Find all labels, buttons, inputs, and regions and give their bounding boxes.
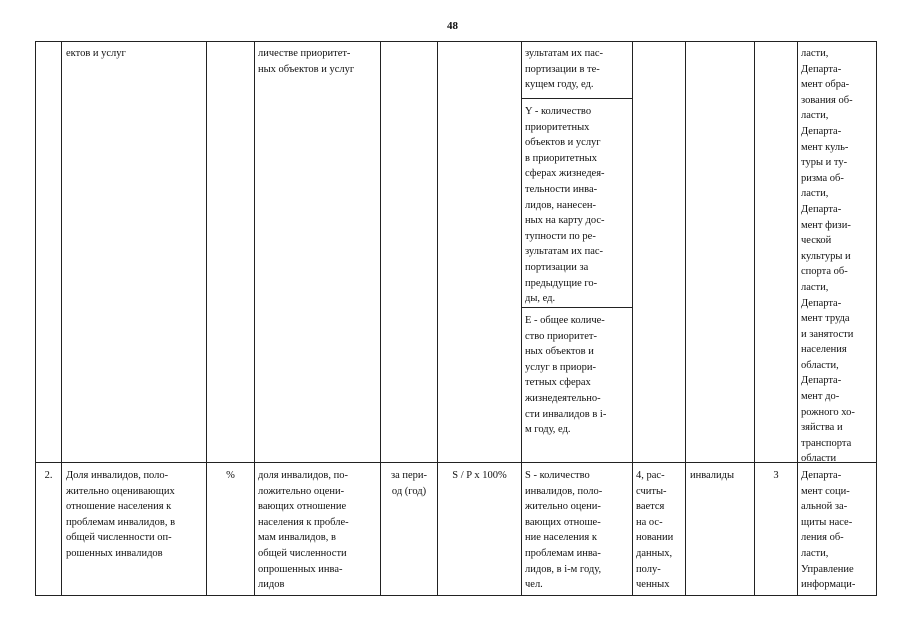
row2-variables: S - количество инвалидов, поло- жительно оцени- вающих отноше- ние населения к проблемам инва- лидов, в i-м году, чел. (525, 470, 603, 591)
row2-unit: % (226, 470, 235, 481)
col-line-5 (437, 41, 438, 596)
col-line-2 (206, 41, 207, 596)
col-line-10 (797, 41, 798, 596)
table-bottom-border (35, 595, 876, 596)
row2-indicator-name: Доля инвалидов, поло- жительно оценивающих отношение населения к проблемам инвалидов, в общей численности оп- рошенных инвалидов (66, 470, 176, 559)
col-line-7 (632, 41, 633, 596)
row2-population: инвалиды (690, 470, 735, 481)
cont-definition: личестве приоритет- ных объектов и услуг (258, 48, 355, 75)
col-line-4 (380, 41, 381, 596)
col-line-6 (521, 41, 522, 596)
col-line-9 (754, 41, 755, 596)
row2-definition: доля инвалидов, по- ложительно оцени- вающих отношение населения к пробле- мам инвалидов, в общей численности опрошенных инва- лидов (258, 470, 349, 591)
formula-divider-1 (521, 98, 632, 99)
cont-formula-part-3: E - общее количе- ство приоритет- ных объектов и услуг в приори- тетных сферах жизнедеятельно- сти инвалидов в i- м году, ед. (525, 315, 607, 436)
row2-method: 4, рас- считы- вается на ос- новании данных, полу- ченных (636, 470, 674, 591)
cont-formula-part-2: Y - количество приоритетных объектов и услуг в приоритетных сферах жизнедея- тельности инва- лидов, нанесен- ных на карту дос- тупности по ре- зультатам их пас- портизации за предыдущие го- ды, ед. (525, 106, 605, 305)
page-number: 48 (447, 20, 458, 32)
col-line-0 (35, 41, 36, 596)
col-line-11 (876, 41, 877, 596)
row2-code: 3 (773, 470, 779, 481)
col-line-1 (61, 41, 62, 596)
cont-responsible: ласти, Департа- мент обра- зования об- ласти, Департа- мент куль- туры и ту- ризма об- ласти, Департа- мент физи- ческой культуры и спорта об- ласти, Департа- мент труда и занятости населения области, Департа- мент до- рожного хо- зяйства и транспорта области (801, 48, 855, 465)
row-divider (35, 462, 876, 463)
cont-formula-part-1: зультатам их пас- портизации в те- кущем году, ед. (525, 48, 604, 91)
row2-number: 2. (44, 470, 53, 481)
table-top-border (35, 41, 876, 42)
row2-formula: S / P x 100% (452, 470, 507, 481)
row2-period: за пери- од (год) (390, 470, 428, 497)
col-line-3 (254, 41, 255, 596)
formula-divider-2 (521, 307, 632, 308)
col-line-8 (685, 41, 686, 596)
cont-indicator-name: ектов и услуг (66, 48, 126, 59)
row2-responsible: Департа- мент соци- альной за- щиты насе- ления об- ласти, Управление информаци- (801, 470, 856, 591)
